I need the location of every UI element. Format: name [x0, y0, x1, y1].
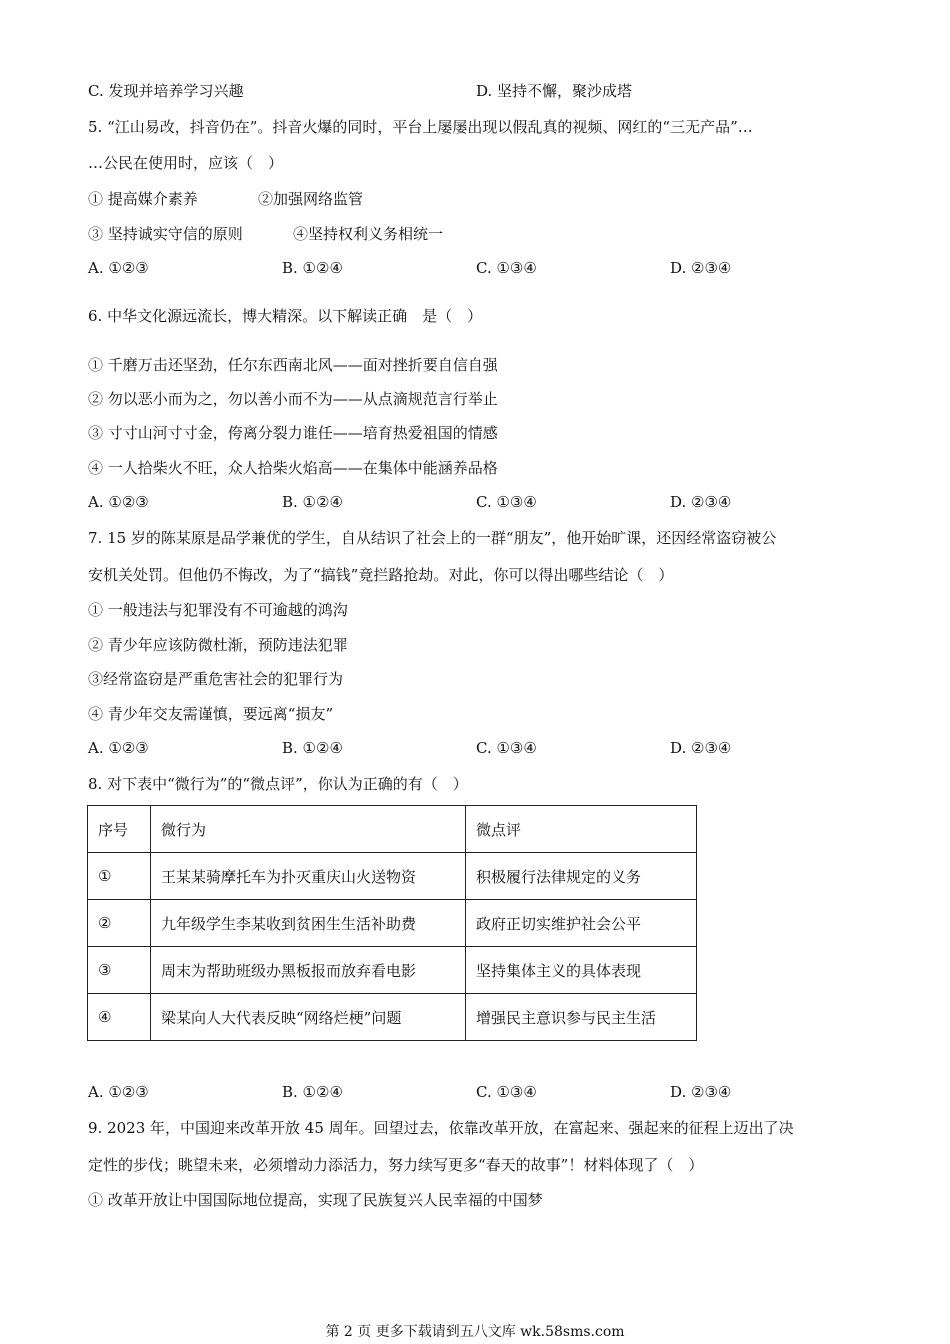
table-cell: 积极履行法律规定的义务: [466, 853, 697, 900]
q5-option-c: C. ①③④: [476, 259, 537, 277]
q8-option-c: C. ①③④: [476, 1083, 537, 1101]
q6-item-4: ④ 一人拾柴火不旺，众人拾柴火焰高——在集体中能涵养品格: [88, 459, 498, 477]
q5-stem-line2: …公民在使用时，应该（ ）: [88, 154, 284, 172]
q7-option-b: B. ①②④: [282, 739, 343, 757]
table-cell: 增强民主意识参与民主生活: [466, 994, 697, 1041]
table-cell: 周末为帮助班级办黑板报而放弃看电影: [151, 947, 466, 994]
q6-option-d: D. ②③④: [670, 493, 732, 511]
q5-item-4: ④坚持权利义务相统一: [293, 225, 444, 243]
q8-option-a: A. ①②③: [88, 1083, 149, 1101]
table-cell: 政府正切实维护社会公平: [466, 900, 697, 947]
q5-stem-line1: 5. “江山易改，抖音仍在”。抖音火爆的同时，平台上屡屡出现以假乱真的视频、网红的“三无产品”…: [88, 118, 753, 136]
q6-option-c: C. ①③④: [476, 493, 537, 511]
q7-item-2: ② 青少年应该防微杜渐，预防违法犯罪: [88, 636, 348, 654]
table-header-cell: 微行为: [151, 806, 466, 853]
q6-option-b: B. ①②④: [282, 493, 343, 511]
table-cell: 九年级学生李某收到贫困生生活补助费: [151, 900, 466, 947]
q6-item-2: ② 勿以恶小而为之，勿以善小而不为——从点滴规范言行举止: [88, 390, 498, 408]
table-header-row: [88, 806, 697, 853]
q5-item-2: ②加强网络监管: [258, 190, 364, 208]
q8-option-b: B. ①②④: [282, 1083, 343, 1101]
q9-item-1: ① 改革开放让中国国际地位提高，实现了民族复兴人民幸福的中国梦: [88, 1191, 543, 1209]
table-cell: ①: [88, 853, 151, 900]
q7-option-c: C. ①③④: [476, 739, 537, 757]
q6-item-1: ① 千磨万击还坚劲，任尔东西南北风——面对挫折要自信自强: [88, 356, 498, 374]
q7-item-4: ④ 青少年交友需谨慎，要远离“损友”: [88, 705, 334, 723]
q7-stem-line1: 7. 15 岁的陈某原是品学兼优的学生，自从结识了社会上的一群“朋友”，他开始旷课，还因经常盗窃被公: [88, 529, 777, 547]
q6-option-a: A. ①②③: [88, 493, 149, 511]
q5-item-1: ① 提高媒介素养: [88, 190, 198, 208]
q5-option-b: B. ①②④: [282, 259, 343, 277]
q6-item-3: ③ 寸寸山河寸寸金，侉离分裂力谁任——培育热爱祖国的情感: [88, 424, 498, 442]
q7-item-3: ③经常盗窃是严重危害社会的犯罪行为: [88, 670, 344, 688]
q8-option-d: D. ②③④: [670, 1083, 732, 1101]
q7-option-d: D. ②③④: [670, 739, 732, 757]
q9-stem-line1: 9. 2023 年，中国迎来改革开放 45 周年。回望过去，依靠改革开放，在富起来、强起来的征程上迈出了决: [88, 1119, 794, 1137]
q5-option-a: A. ①②③: [88, 259, 149, 277]
q8-stem: 8. 对下表中“微行为”的“微点评”，你认为正确的有（ ）: [88, 775, 468, 793]
page-footer: 第 2 页 更多下载请到五八文库 wk.58sms.com: [325, 1324, 625, 1340]
q8-table: [87, 805, 697, 1041]
q4-option-c: C. 发现并培养学习兴趣: [88, 82, 244, 100]
q7-option-a: A. ①②③: [88, 739, 149, 757]
table-row: [88, 994, 697, 1041]
q5-item-3: ③ 坚持诚实守信的原则: [88, 225, 243, 243]
table-cell: ④: [88, 994, 151, 1041]
table-cell: 王某某骑摩托车为扑灭重庆山火送物资: [151, 853, 466, 900]
q7-stem-line2: 安机关处罚。但他仍不悔改，为了“搞钱”竟拦路抢劫。对此，你可以得出哪些结论（ ）: [88, 566, 674, 584]
table-cell: ③: [88, 947, 151, 994]
table-header-cell: 序号: [88, 806, 151, 853]
table-cell: 梁某向人大代表反映“网络烂梗”问题: [151, 994, 466, 1041]
q4-option-d: D. 坚持不懈，聚沙成塔: [476, 82, 633, 100]
table-row: [88, 900, 697, 947]
table-header-cell: 微点评: [466, 806, 697, 853]
table-row: [88, 853, 697, 900]
q6-stem: 6. 中华文化源远流长，博大精深。以下解读正确 是（ ）: [88, 307, 483, 325]
table-cell: 坚持集体主义的具体表现: [466, 947, 697, 994]
table-cell: ②: [88, 900, 151, 947]
q5-option-d: D. ②③④: [670, 259, 732, 277]
table-row: [88, 947, 697, 994]
q9-stem-line2: 定性的步伐；眺望未来，必须增动力添活力，努力续写更多“春天的故事”！材料体现了（ ）: [88, 1156, 704, 1174]
q7-item-1: ① 一般违法与犯罪没有不可逾越的鸿沟: [88, 601, 348, 619]
